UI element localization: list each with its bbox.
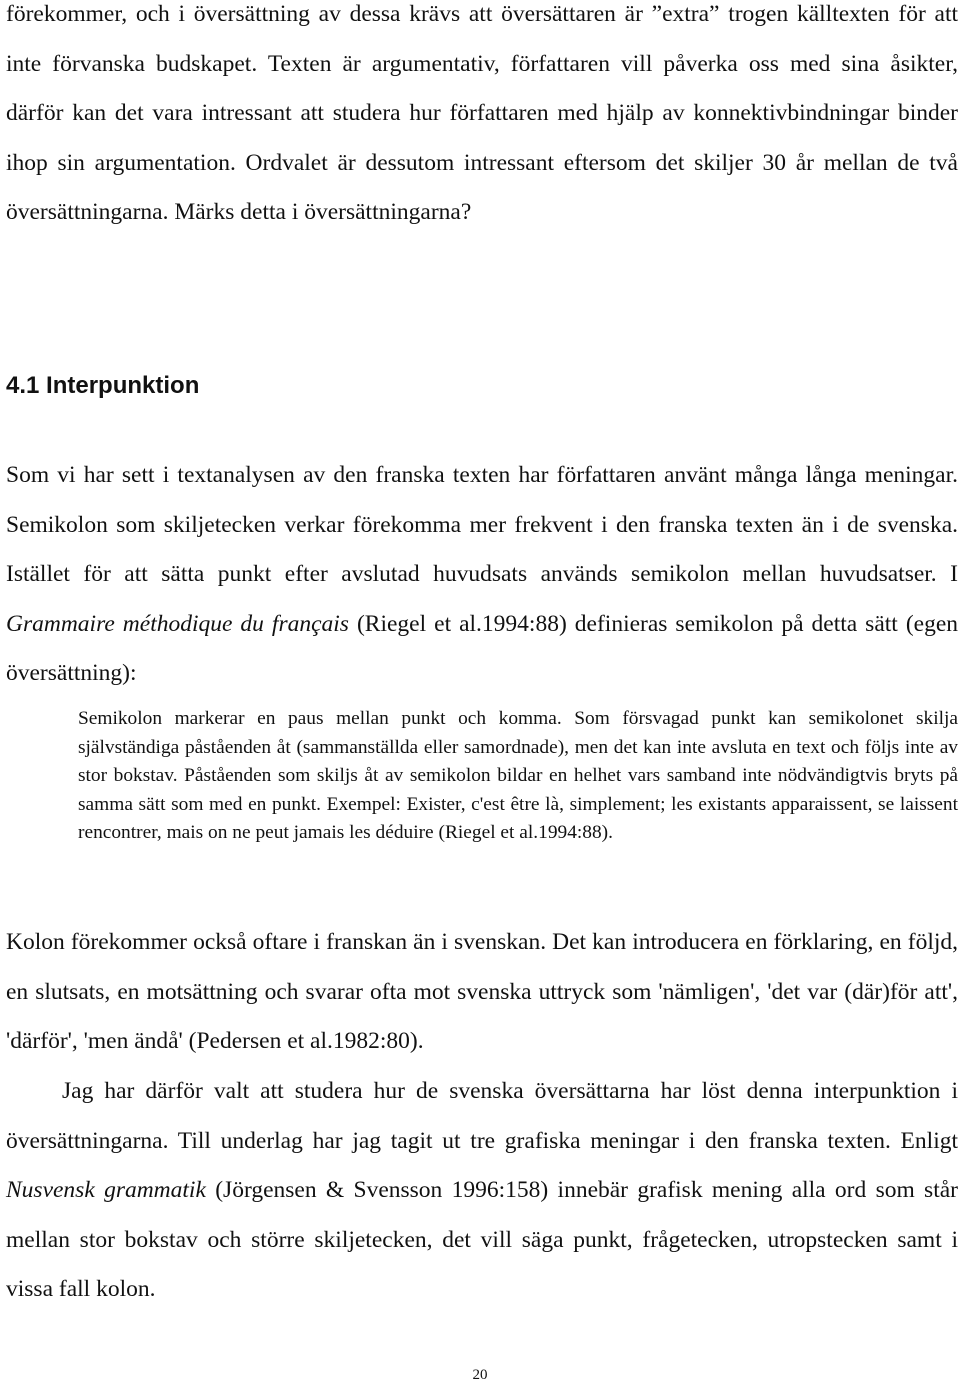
paragraph-semicolon-text-start: Som vi har sett i textanalysen av den franska texten har författaren använt många långa meningar. Semikolon som skiljetecken verkar förekomma mer frekvent i den franska texten än i de svenska. Istället för att sätta punkt efter avslutad huvudsats används semikolon mellan huvudsatser. I xyxy=(6,462,958,588)
book-title-nusvensk: Nusvensk grammatik xyxy=(6,1177,206,1204)
section-heading: 4.1 Interpunktion xyxy=(6,372,200,399)
paragraph-method-text-end: (Jörgensen & Svensson 1996:158) innebär grafisk mening alla ord som står mellan stor bokstav och större skiljetecken, det vill säga punkt, frågetecken, utropstecken samt i vissa fall kolon. xyxy=(6,1177,958,1303)
paragraph-intro: förekommer, och i översättning av dessa krävs att översättaren är ”extra” trogen källtexten för att inte förvanska budskapet. Texten är argumentativ, författaren vill påverka oss med sina åsikter, därför kan det vara intressant att studera hur författaren med hjälp av konnektivbindningar binder ihop sin argumentation. Ordvalet är dessutom intressant eftersom det skiljer 30 år mellan de två översättningarna. Märks detta i översättningarna? xyxy=(6,1,958,226)
book-title-grammaire: Grammaire méthodique du français xyxy=(6,610,349,637)
page-number: 20 xyxy=(472,1367,488,1383)
paragraph-semicolon xyxy=(6,451,958,699)
paragraph-colon: Kolon förekommer också oftare i franskan än i svenskan. Det kan introducera en förklaring, en följd, en slutsats, en motsättning och svarar ofta mot svenska uttryck som 'nämligen', 'det var (där)för att', 'därför', 'men ändå' (Pedersen et al.1982:80). xyxy=(6,929,958,1055)
block-quote: Semikolon markerar en paus mellan punkt och komma. Som försvagad punkt kan semikolonet skilja självständiga påståenden åt (sammanställda eller samordnade), men det kan inte avsluta en text och följs inte av stor bokstav. Påståenden som skiljs åt av semikolon bildar en helhet vars samband inte nödvändigtvis bryts på samma sätt som med en punkt. Exempel: Exister, c'est être là, simplement; les existants apparaissent, se laissent rencontrer, mais on ne peut jamais les déduire (Riegel et al.1994:88). xyxy=(78,708,958,844)
paragraph-method-text-start: Jag har därför valt att studera hur de svenska översättarna har löst denna interpunktion i översättningarna. Till underlag har jag tagit ut tre grafiska meningar i den franska texten. Enligt xyxy=(6,1078,958,1154)
paragraph-semicolon-text-end: (Riegel et al.1994:88) definieras semikolon på detta sätt (egen översättning): xyxy=(6,610,959,687)
paragraph-method xyxy=(6,1067,958,1315)
